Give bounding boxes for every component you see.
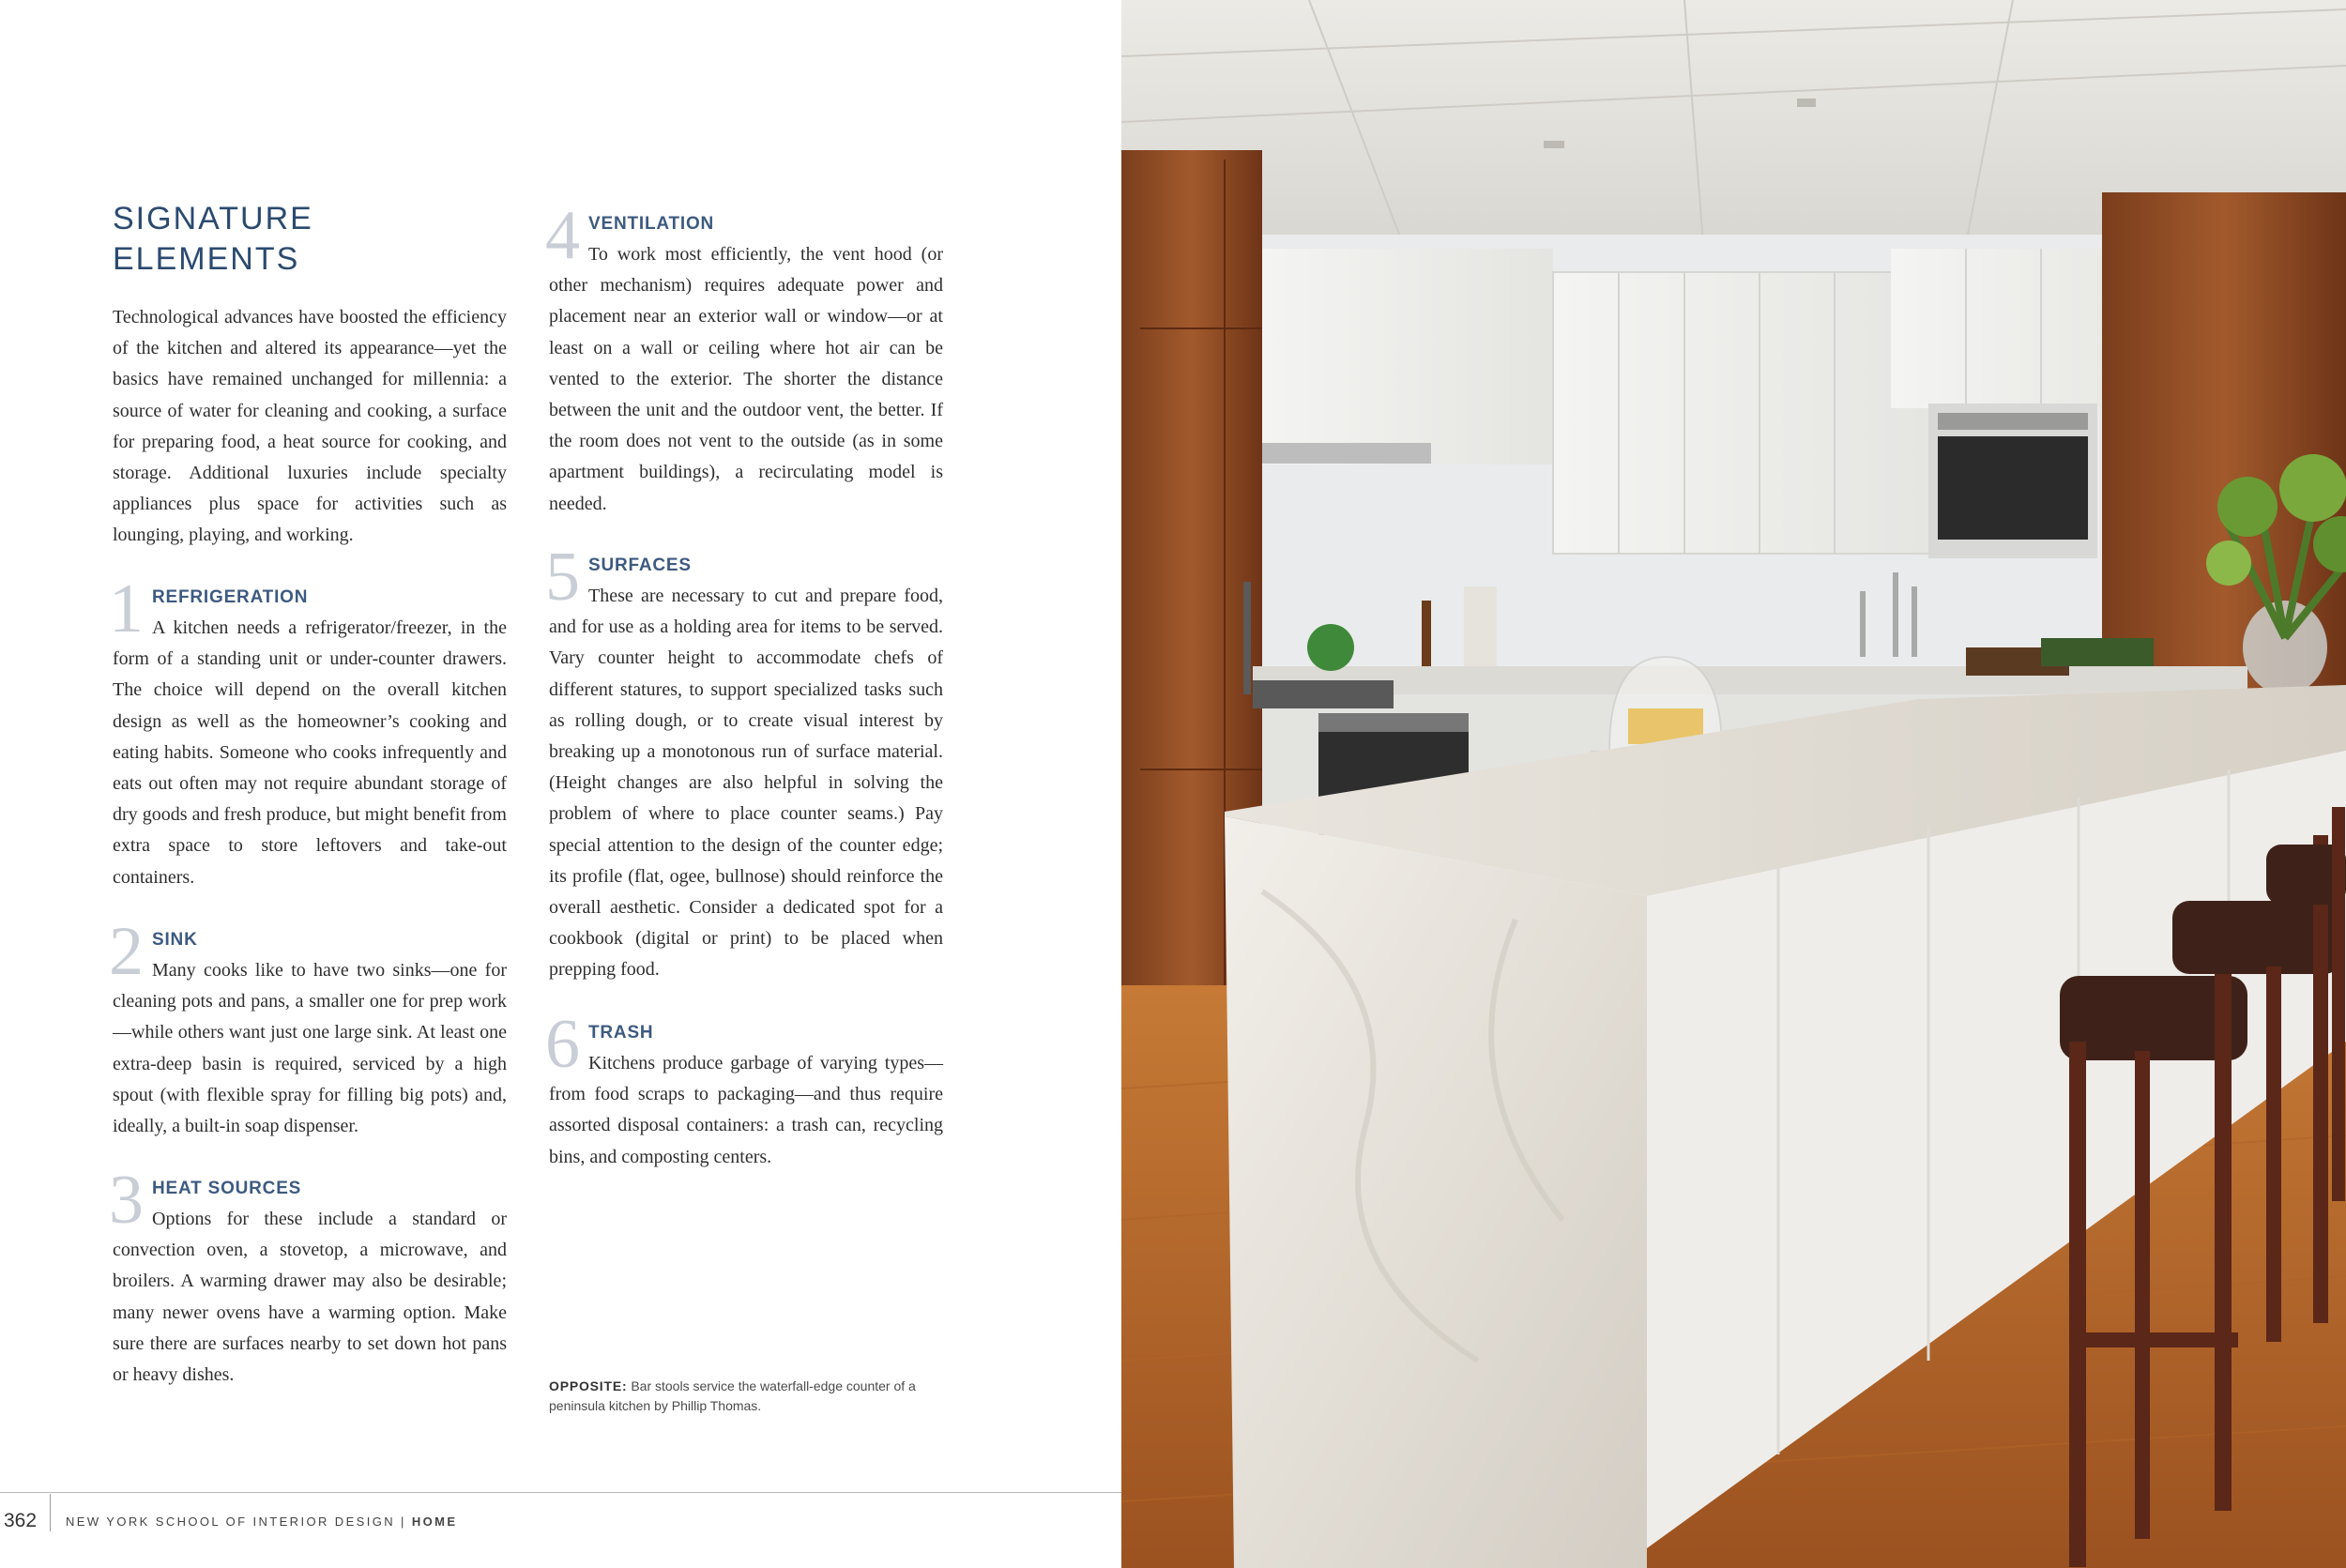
element-heading: SURFACES (588, 556, 692, 575)
kitchen-scene-graphic (1121, 0, 2346, 1568)
element-body: A kitchen needs a refrigerator/freezer, in the form of a standing unit or under-counter drawers. The choice will depend on the overall kitchen design as well as the homeowner’s cooking and eating habits. Someone who cooks infrequently and eats out often may not require abundant storage of dry goods and fresh produce, but might benefit from extra space to store leftovers and take-out containers. (113, 617, 507, 888)
element-body: Kitchens produce garbage of varying types—from food scraps to packaging—and thus require assorted disposal containers: a trash can, recycling bins, and composting centers. (549, 1053, 943, 1167)
element-number: 1 (109, 571, 144, 647)
element-number: 3 (109, 1162, 144, 1239)
element-surfaces (545, 539, 943, 986)
element-trash (545, 1006, 943, 1173)
caption-text: Bar stools service the waterfall-edge counter of a peninsula kitchen by Phillip Thomas. (549, 1378, 916, 1413)
element-number: 5 (545, 539, 580, 616)
element-body: Many cooks like to have two sinks—one for cleaning pots and pans, a smaller one for prep work—while others want just one large sink. At least one extra-deep basin is required, serviced by a high spout (with flexible spray for filling big pots) and, ideally, a built-in soap dispenser. (113, 960, 507, 1137)
footer-divider (50, 1494, 51, 1531)
text-page (0, 0, 1121, 1568)
element-heading: TRASH (588, 1023, 654, 1043)
intro-paragraph: Technological advances have boosted the efficiency of the kitchen and altered its appearance—yet the basics have remained unchanged for millennia: a source of water for cleaning and cooking, a surface for preparing food, a heat source for cooking, and storage. Additional luxuries include specialty appliances plus space for activities such as lounging, playing, and working. (113, 307, 507, 546)
element-sink (109, 913, 507, 1142)
element-number: 6 (545, 1006, 580, 1083)
element-body: These are necessary to cut and prepare food, and for use as a holding area for items to be served. Vary counter height to accommodate chefs of different statures, to support specialized tasks such as rolling dough, or to create visual interest by breaking up a monotonous run of surface material. (Height changes are also helpful in solving the problem of where to place counter seams.) Pay special attention to the design of the counter edge; its profile (flat, ogee, bullnose) should reinforce the overall aesthetic. Consider a dedicated spot for a cookbook (digital or print) to be placed when prepping food. (549, 586, 943, 981)
element-heading: SINK (152, 930, 198, 950)
element-number: 2 (109, 913, 144, 990)
element-heat-sources (109, 1162, 507, 1391)
element-refrigeration (109, 571, 507, 893)
element-number: 4 (545, 197, 580, 274)
running-footer (66, 1513, 457, 1531)
footer-rule (0, 1492, 1121, 1493)
caption-label: OPPOSITE: (549, 1378, 628, 1393)
element-ventilation (545, 197, 943, 520)
page-number: 362 (4, 1510, 38, 1531)
element-heading: VENTILATION (588, 214, 715, 234)
element-heading: REFRIGERATION (152, 587, 309, 607)
footer-separator: | (401, 1515, 406, 1529)
page-title: SIGNATURE ELEMENTS (113, 201, 313, 277)
photo-caption (549, 1377, 943, 1416)
element-heading: HEAT SOURCES (152, 1179, 302, 1198)
publisher-name: NEW YORK SCHOOL OF INTERIOR DESIGN (66, 1515, 396, 1529)
element-body: To work most efficiently, the vent hood (or other mechanism) requires adequate power and placement near an exterior wall or window—or at least on a wall or ceiling where hot air can be vented to the exterior. The shorter the distance between the unit and the outdoor vent, the better. If the room does not vent to the outside (as in some apartment buildings), a recirculating model is needed. (549, 244, 943, 514)
element-body: Options for these include a standard or convection oven, a stovetop, a microwave, and broilers. A warming drawer may also be desirable; many newer ovens have a warming option. Make sure there are surfaces nearby to set down hot pans or heavy dishes. (113, 1209, 507, 1386)
section-name: HOME (411, 1515, 458, 1529)
kitchen-photo (1121, 0, 2346, 1568)
